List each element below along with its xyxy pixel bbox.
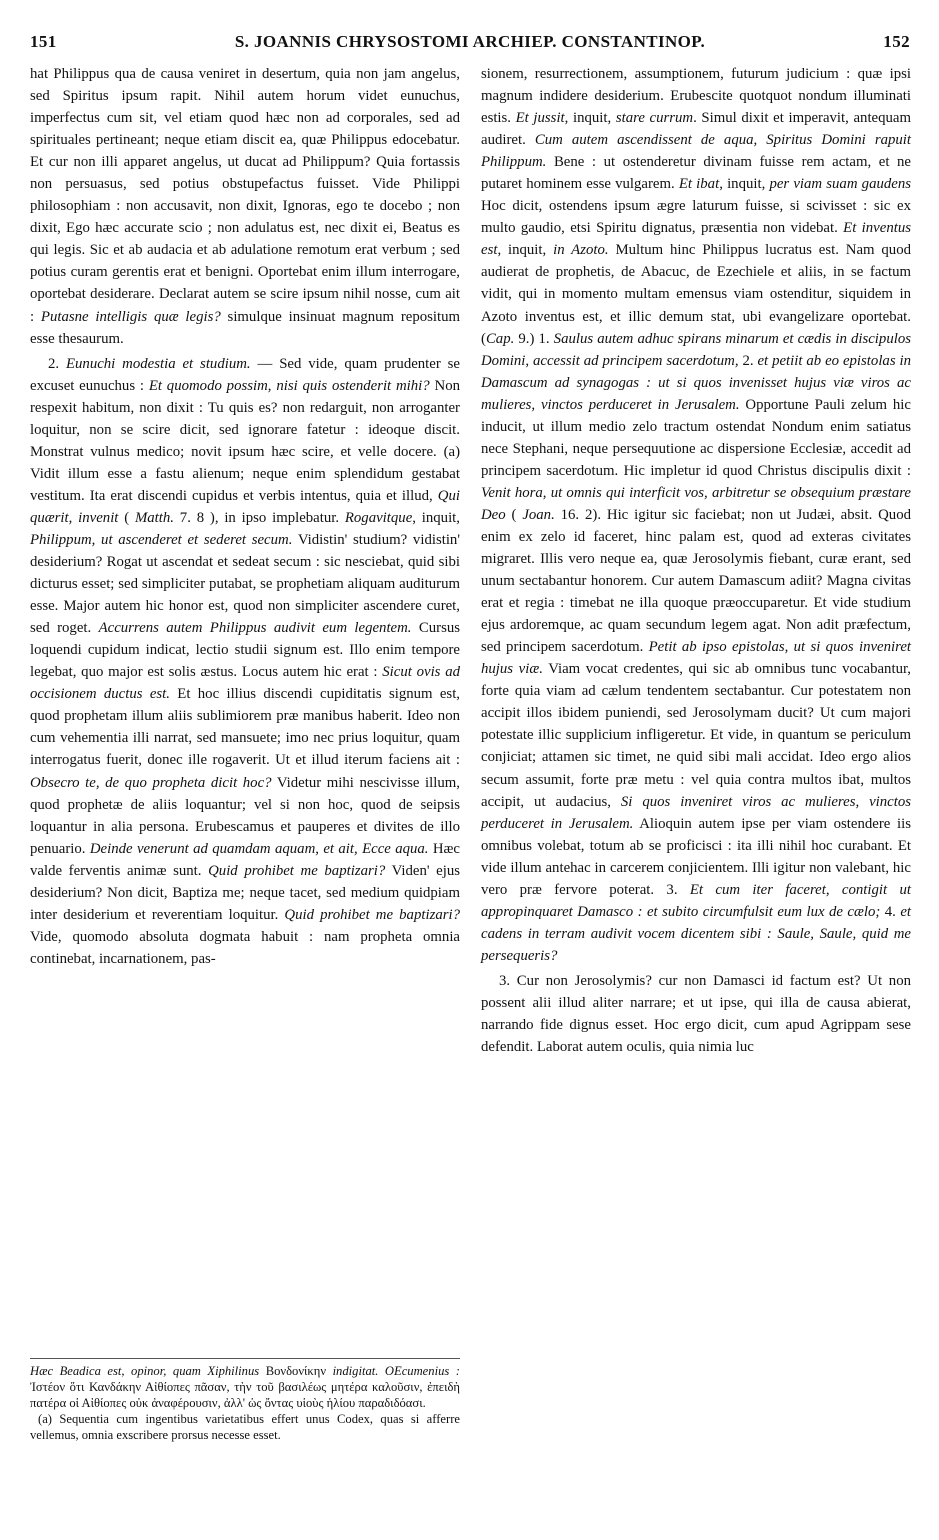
footnote-2: (a) Sequentia cum ingentibus varietatibus effert unus Codex, quas si afferre vellemus, omnia exscribere prorsus necesse esset. bbox=[30, 1412, 460, 1443]
paragraph-3: sionem, resurrectionem, assumptionem, futurum judicium : quæ ipsi magnum indidere desiderium. Erubescite quotquot nondum illuminati estis. Et jussit, inquit, stare currum. Simul dixit et imperavit, antequam audiret. Cum autem ascendissent de aqua, Spiritus Domini rapuit Philippum. Bene : ut ostenderetur divinam fuisse rem actam, et ne putaret hominem esse vulgarem. Et ibat, inquit, per viam suam gaudens Hoc dicit, ostendens ipsum ægre laturum fuisse, si scivisset : sic ex multo gaudio, etsi Spiritu dignatus, præsentia non videbat. Et inventus est, inquit, in Azoto. Multum hinc Philippus lucratus est. Nam quod audierat de prophetis, de Abacuc, de Ezechiele et aliis, in se factum vidit, qui in momento multam emensus viam ostenditur, siquidem in Azoto inventus est, et illic demum stat, ubi evangelizare oportebat. (Cap. 9.) 1. Saulus autem adhuc spirans minarum et cædis in discipulos Domini, accessit ad principem sacerdotum, 2. et petiit ab eo epistolas in Damascum ad synagogas : ut si quos invenisset hujus viæ viros ac mulieres, vinctos perduceret in Jerusalem. Opportune Pauli zelum hic inducit, ut illum medio zelo tractum ostendat Nondum enim satiatus nece Stephani, neque persequutione ac dispersione Ecclesiæ, accedit ad principem sacerdotum. Hic impletur id quod Christus discipulis dixit : Venit hora, ut omnis qui interficit vos, arbitretur se obsequium præstare Deo ( Joan. 16. 2). Hic igitur sic faciebat; non ut Judæi, absit. Quod enim ex zelo id faceret, hinc palam est, quod ad exteras civitates migraret. Illis vero neque ea, quæ Jerosolymis fiebant, curæ erant, sed unum sectabantur honorem. Cur autem Damascum adiit? Magna civitas erat et regia : timebat ne illa quoque præoccuparetur. Et vide studium ejus ardoremque, ac quam secundum legem agat. Non adit præfectum, sed principem sacerdotum. Petit ab ipso epistolas, ut si quos inveniret hujus viæ. Viam vocat credentes, qui sic ab omnibus tunc vocabantur, forte quia viam ad cælum tendentem sectabantur. Cur potestatem non accipit illos ibidem puniendi, sed Jerosolymam ducit? Ut cum majori potestate illic supplicium infligeretur. Et vide, in quantum se periculum conjiciat; attamen sic timet, ne quid sibi mali accidat. Ideo ergo alios secum assumit, forte præ metu : vel quia contra multos ibat, multos accipit, ut audacius, Si quos inveniret viros ac mulieres, vinctos perduceret in Jerusalem. Alioquin autem ipse per viam ostendere iis omnibus volebat, totum ab se proficisci : ita illi nihil hoc curabant. Et vide illum antehac in carcerem conjicientem. Illi igitur non valebant, hic vero præ fervore poterat. 3. Et cum iter faceret, contigit ut appropinquaret Damasco : et subito circumfulsit eum lux de cælo; 4. et cadens in terram audivit vocem dicentem sibi : Saule, Saule, quid me persequeris? bbox=[481, 66, 912, 964]
paragraph-1: hat Philippus qua de causa veniret in desertum, quia non jam angelus, sed Spiritus ipsum rapit. Nihil autem horum videt eunuchus, imperfectus cum sit, vel etiam quod hæc non ad corporales, sed ad spirituales pertineant; neque etiam discit ea, quæ Philippus edocebatur. Et cur non illi apparet angelus, ut ducat ad Philippum? Quia fortassis non persuasus, sed potius obstupefactus fuisset. Vide Philippi philosophiam : non accusavit, non dixit, Ignoras, ego te docebo ; non dixit, Ego hæc accurate scio ; non adulatus est, nec dixit ei, Beatus es qui legis. Sic et ab audacia et ab adulatione remotum erat verbum ; sed potius curam gerentis erat et benigni. Oportebat enim illum interrogare, oportebat desiderare. Declarat autem se scire ipsum nihil nosse, cum ait : Putasne intelligis quæ legis? simulque insinuat magnum repositum esse thesaurum. bbox=[30, 66, 460, 347]
right-column bbox=[481, 63, 911, 1058]
left-column bbox=[30, 63, 460, 970]
footnotes bbox=[30, 1358, 460, 1443]
running-header bbox=[30, 32, 910, 58]
section-heading: Eunuchi modestia et studium. bbox=[65, 355, 251, 372]
section-number: 2. bbox=[48, 355, 66, 372]
page-number-right: 152 bbox=[883, 32, 910, 51]
paragraph-2: 2. Eunuchi modestia et studium. — Sed vide, quam prudenter se excuset eunuchus : Et quomodo possim, nisi quis ostenderit mihi? Non respexit habitum, non dixit : Tu quis es? non redarguit, non arroganter loquitur, non se scire dicit, sed ignorare fatetur : ideoque discit. Monstrat vulnus medico; novit ipsum hæc scire, et velle docere. (a) Vidit illum esse a fastu alienum; neque enim splendidum gestabat vestitum. Ita erat discendi cupidus et verbis intentus, quia et illud, Qui quærit, invenit ( Matth. 7. 8 ), in ipso implebatur. Rogavitque, inquit, Philippum, ut ascenderet et sederet secum. Vidistin' studium? vidistin' desiderium? Rogat ut ascendat et sedeat secum : sic nesciebat, quid sibi dicturus esset; sed simpliciter putabat, se prophetiam aliquam auditurum esse. Major autem hic honor est, quod non simpliciter ascendere curet, sed roget. Accurrens autem Philippus audivit eum legentem. Cursus loquendi cupidum indicat, lectio studii signum est. Illo enim tempore legebat, quo major est solis æstus. Locus autem hic erat : Sicut ovis ad occisionem ductus est. Et hoc illius discendi cupiditatis signum est, quod prophetam illum aliis sublimiorem præ manibus haberit. Ideo non cum vehementia illi narrat, sed mansuete; imo nec prius loquitur, quam interrogatus fuerit, donec ille rogaverit. Ut et illud iterum faciens ait : Obsecro te, de quo propheta dicit hoc? Videtur mihi nescivisse illum, quod prophetæ de aliis loquantur; vel si non hoc, quod de seipsis loquantur in alia persona. Erubescamus et pauperes et divites de illo penuario. Deinde venerunt ad quamdam aquam, et ait, Ecce aqua. Hæc valde ferventis animæ sunt. Quid prohibet me baptizari? Viden' ejus desiderium? Non dicit, Baptiza me; neque tacet, sed medium quidpiam inter desiderium et reverentiam loquitur. Quid prohibet me baptizari? Vide, quomodo absoluta dogmata habuit : nam propheta omnia continebat, incarnationem, pas- bbox=[30, 355, 461, 967]
page-number-left: 151 bbox=[30, 32, 57, 51]
paragraph-4: 3. Cur non Jerosolymis? cur non Damasci id factum est? Ut non possent alii illud aliter narrare; et ut ipse, qui illa de causa abierat, narrando fide dignus esset. Hoc ergo dicit, cum apud Agrippam sese defendit. Laborat autem oculis, quia nimia luc bbox=[481, 972, 911, 1056]
footnote-1: Hæc Beadica est, opinor, quam Xiphilinus Βονδονίκην indigitat. OEcumenius : Ἰστέον ὅτι Κανδάκην Αἰθίοπες πᾶσαν, τὴν τοῦ βασιλέως μητέρα καλοῦσιν, ἐπειδὴ πατέρα οἱ Αἰθίοπες οὐκ ἀναφέρουσιν, ἀλλ' ὡς ὄντας υἱοὺς ἡλίου παραδιδόασι. bbox=[30, 1364, 460, 1411]
running-title: S. JOANNIS CHRYSOSTOMI ARCHIEP. CONSTANTINOP. bbox=[234, 32, 706, 51]
